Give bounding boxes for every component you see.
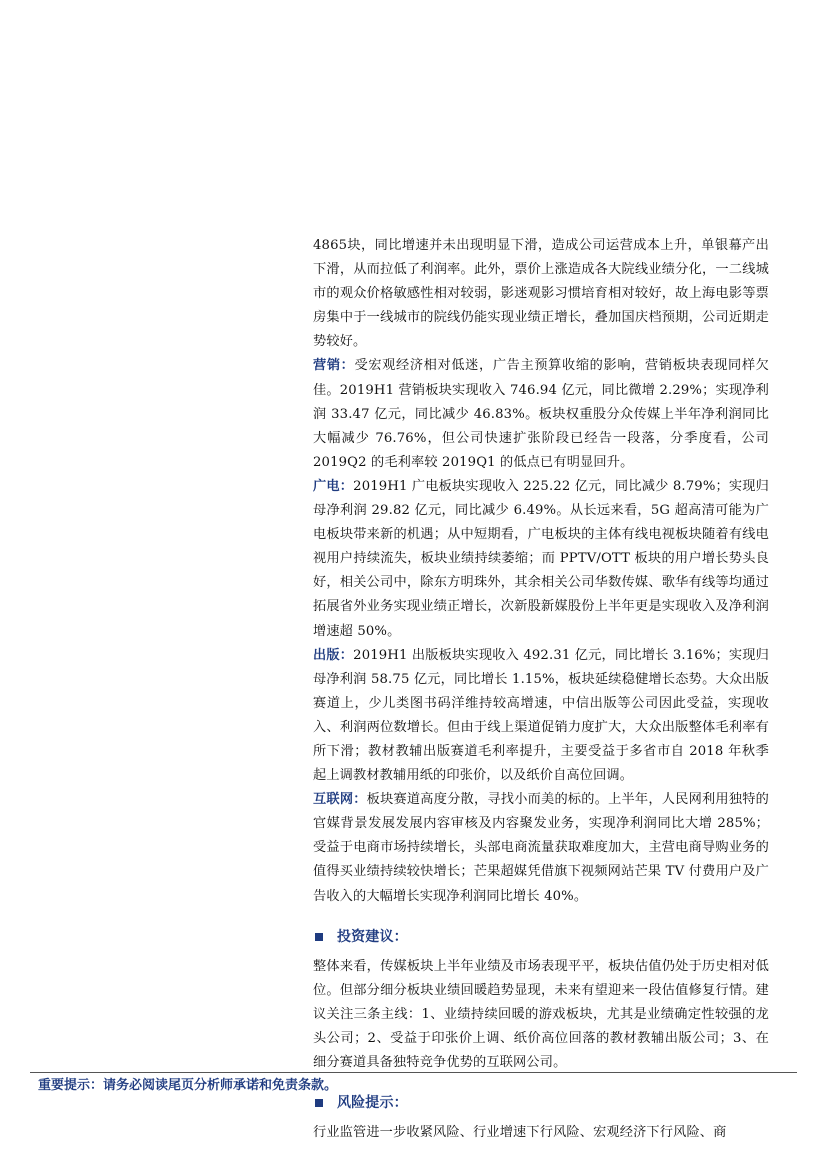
risk-text: 行业监管进一步收紧风险、行业增速下行风险、宏观经济下行风险、商 bbox=[313, 1125, 727, 1141]
broadcast-lead: 广电： bbox=[313, 478, 354, 494]
investment-title: 投资建议： bbox=[337, 928, 408, 945]
footer-disclaimer: 重要提示：请务必阅读尾页分析师承诺和免责条款。 bbox=[38, 1078, 338, 1093]
internet-text: 板块赛道高度分散，寻找小而美的标的。上半年，人民网利用独特的官媒背景发展发展内容审核及内容聚发业务，实现净利润同比大增 285%；受益于电商市场持续增长，头部电商流量获取难度加大，主营电商导购业务的值得买业绩持续较快增长；芒果超媒凭借旗下视频网站芒果 TV 付费用户及广告收入的大幅增长实现净利润同比增长 40%。 bbox=[313, 792, 769, 904]
marketing-text: 受宏观经济相对低迷，广告主预算收缩的影响，营销板块表现同样欠佳。2019H1 营销板块实现收入 746.94 亿元，同比微增 2.29%；实现净利润 33.47 亿元，同比减少 46.83%。板块权重股分众传媒上半年净利润同比大幅减少 76.76%，但公司快速扩张阶段已经告一段落，分季度看，公司 2019Q2 的毛利率较 2019Q1 的低点已有明显回升。 bbox=[313, 358, 769, 470]
paragraph-marketing bbox=[313, 354, 769, 474]
marketing-lead: 营销： bbox=[313, 358, 355, 374]
paragraph-internet bbox=[313, 788, 769, 908]
publishing-lead: 出版： bbox=[313, 647, 354, 663]
risk-heading bbox=[313, 1091, 769, 1115]
report-body bbox=[313, 234, 769, 1145]
footer-divider bbox=[30, 1072, 797, 1073]
paragraph-publishing bbox=[313, 644, 769, 789]
square-bullet-icon bbox=[315, 1099, 323, 1107]
publishing-text: 2019H1 出版板块实现收入 492.31 亿元，同比增长 3.16%；实现归母净利润 58.75 亿元，同比增长 1.15%，板块延续稳健增长态势。大众出版赛道上，少儿类图书码洋维持较高增速，中信出版等公司因此受益，实现收入、利润两位数增长。但由于线上渠道促销力度扩大，大众出版整体毛利率有所下滑；教材教辅出版赛道毛利率提升，主要受益于多省市自 2018 年秋季起上调教材教辅用纸的印张价，以及纸价自高位回调。 bbox=[313, 647, 769, 784]
square-bullet-icon bbox=[315, 933, 323, 941]
investment-heading bbox=[313, 925, 769, 949]
paragraph-cinema: 4865块，同比增速并未出现明显下滑，造成公司运营成本上升，单银幕产出下滑，从而拉低了利润率。此外，票价上涨造成各大院线业绩分化，一二线城市的观众价格敏感性相对较弱，影迷观影习惯培育相对较好，故上海电影等票房集中于一线城市的院线仍能实现业绩正增长，叠加国庆档预期，公司近期走势较好。 bbox=[313, 238, 769, 350]
internet-lead: 互联网： bbox=[313, 792, 367, 808]
broadcast-text: 2019H1 广电板块实现收入 225.22 亿元，同比减少 8.79%；实现归母净利润 29.82 亿元，同比减少 6.49%。从长远来看，5G 超高清可能为广电板块带来新的机遇；从中短期看，广电板块的主体有线电视板块随着有线电视用户持续流失，板块业绩持续萎缩；而 PPTV/OTT 板块的用户增长势头良好，相关公司中，除东方明珠外，其余相关公司华数传媒、歌华有线等均通过拓展省外业务实现业绩正增长，次新股新媒股份上半年更是实现收入及净利润增速超 50%。 bbox=[313, 478, 769, 639]
paragraph-broadcast bbox=[313, 475, 769, 644]
investment-text: 整体来看，传媒板块上半年业绩及市场表现平平，板块估值仍处于历史相对低位。但部分细分板块业绩回暖趋势显现，未来有望迎来一段估值修复行情。建议关注三条主线：1、业绩持续回暖的游戏板块，尤其是业绩确定性较强的龙头公司；2、受益于印张价上调、纸价高位回落的教材教辅出版公司；3、在细分赛道具备独特竞争优势的互联网公司。 bbox=[313, 958, 769, 1070]
risk-title: 风险提示： bbox=[337, 1095, 408, 1112]
